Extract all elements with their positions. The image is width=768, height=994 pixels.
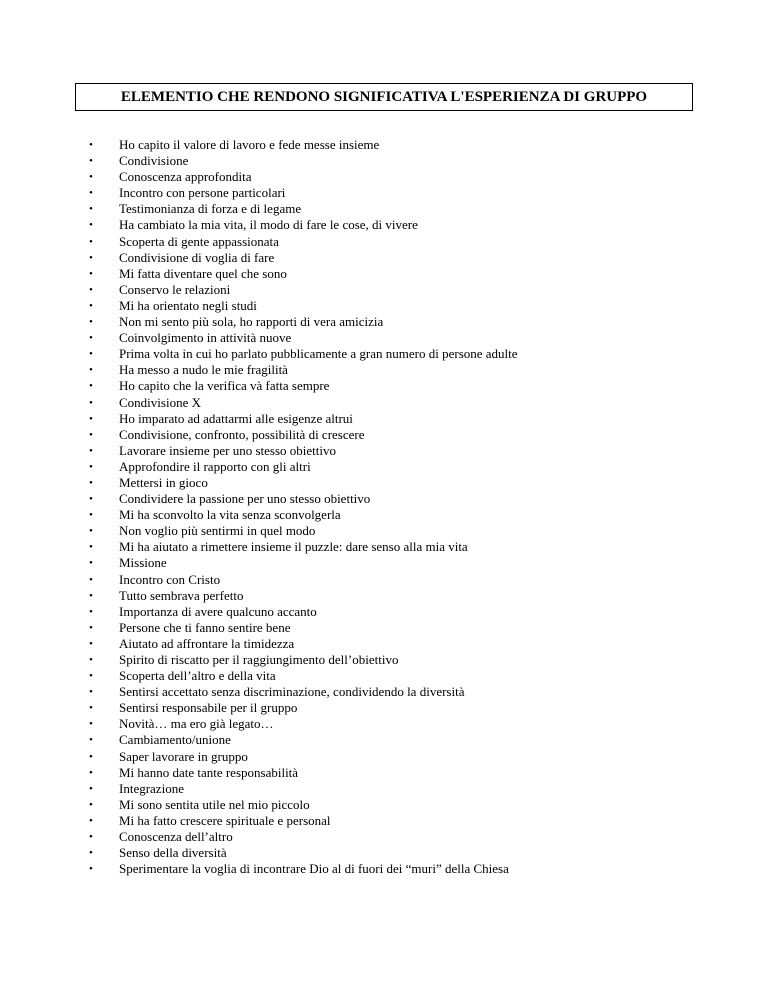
bullet-icon: • <box>89 541 93 554</box>
list-item-text: Saper lavorare in gruppo <box>119 748 248 764</box>
bullet-icon: • <box>89 139 93 151</box>
bullet-icon: • <box>89 782 93 795</box>
bullet-icon: • <box>89 428 93 441</box>
list-item-text: Conoscenza approfondita <box>119 169 252 185</box>
bullet-icon: • <box>89 718 93 731</box>
list-item-text: Conoscenza dell’altro <box>119 829 233 845</box>
bullet-icon: • <box>89 654 93 666</box>
list-item-text: Incontro con persone particolari <box>119 185 286 201</box>
bullet-icon: • <box>89 670 93 683</box>
list-item-text: Mi hanno date tante responsabilità <box>119 764 299 780</box>
list-item-text: Importanza di avere qualcuno accanto <box>119 603 317 619</box>
list-item-text: Mi ha orientato negli studi <box>119 297 257 313</box>
bullet-icon: • <box>89 476 93 489</box>
bullet-icon: • <box>89 493 93 506</box>
list-item-text: Integrazione <box>119 780 184 796</box>
bullet-icon: • <box>89 332 93 345</box>
bullet-icon: • <box>89 155 93 168</box>
list-item-text: Non voglio più sentirmi in quel modo <box>119 523 316 539</box>
list-item-text: Condivisione X <box>119 394 201 410</box>
list-item-text: Condivisione di voglia di fare <box>119 249 275 265</box>
list-item-text: Non mi sento più sola, ho rapporti di vera amicizia <box>119 314 384 330</box>
bullet-icon: • <box>89 750 93 763</box>
list-item-text: Incontro con Cristo <box>119 571 221 587</box>
list-item-text: Lavorare insieme per uno stesso obiettivo <box>119 442 336 458</box>
bullet-icon: • <box>89 621 93 634</box>
bullet-icon: • <box>89 396 93 409</box>
bullet-icon: • <box>89 847 93 860</box>
bullet-icon: • <box>89 187 93 200</box>
bullet-icon: • <box>89 605 93 618</box>
bullet-icon: • <box>89 557 93 570</box>
bullet-icon: • <box>89 219 93 232</box>
bullet-icon: • <box>89 831 93 844</box>
bullet-icon: • <box>89 283 93 296</box>
list-item-text: Mi ha sconvolto la vita senza sconvolgerla <box>119 507 341 523</box>
bullet-icon: • <box>89 509 93 522</box>
document-title: ELEMENTIO CHE RENDONO SIGNIFICATIVA L'ESPERIENZA DI GRUPPO <box>120 88 648 105</box>
list-item-text: Mi sono sentita utile nel mio piccolo <box>119 796 310 812</box>
list-item-text: Ho capito il valore di lavoro e fede messe insieme <box>119 137 380 152</box>
list-item-text: Spirito di riscatto per il raggiungimento dell’obiettivo <box>119 652 399 667</box>
bullet-icon: • <box>89 702 93 715</box>
title-box <box>75 83 693 111</box>
bullet-icon: • <box>89 444 93 457</box>
bullet-icon: • <box>89 814 93 827</box>
list-item-text: Novità… ma ero già legato… <box>119 716 274 732</box>
list-item-text: Condivisione <box>119 153 189 169</box>
list-item-text: Mi ha fatto crescere spirituale e personal <box>119 812 331 828</box>
bullet-icon: • <box>89 267 93 280</box>
list-item-text: Mi fatta diventare quel che sono <box>119 265 287 281</box>
bullet-icon: • <box>89 863 93 876</box>
bullet-icon: • <box>89 460 93 473</box>
list-item-text: Mi ha aiutato a rimettere insieme il puzzle: dare senso alla mia vita <box>119 539 468 555</box>
list-item-text: Scoperta dell’altro e della vita <box>119 668 276 684</box>
list-item-text: Ho imparato ad adattarmi alle esigenze altrui <box>119 410 353 426</box>
list-item-text: Ha cambiato la mia vita, il modo di fare le cose, di vivere <box>119 217 418 233</box>
list-item-text: Approfondire il rapporto con gli altri <box>119 458 311 474</box>
bullet-icon: • <box>89 637 93 650</box>
bullet-icon: • <box>89 380 93 393</box>
bullet-icon: • <box>89 316 93 329</box>
bullet-icon: • <box>89 251 93 264</box>
list-item-text: Ho capito che la verifica và fatta sempre <box>119 378 330 394</box>
bullet-icon: • <box>89 203 93 216</box>
list-item-text: Sentirsi accettato senza discriminazione, condividendo la diversità <box>119 684 465 700</box>
list-item-text: Aiutato ad affrontare la timidezza <box>119 635 295 651</box>
list-item-text: Coinvolgimento in attività nuove <box>119 330 292 346</box>
list-item-text: Senso della diversità <box>119 845 227 861</box>
bullet-icon: • <box>89 573 93 586</box>
bullet-icon: • <box>89 525 93 538</box>
bullet-icon: • <box>89 766 93 779</box>
list-item-text: Persone che ti fanno sentire bene <box>119 619 291 635</box>
bullet-icon: • <box>89 686 93 699</box>
bullet-icon: • <box>89 798 93 811</box>
list-item-text: Testimonianza di forza e di legame <box>119 201 302 217</box>
bullet-icon: • <box>89 171 93 184</box>
list-item-text: Prima volta in cui ho parlato pubblicamente a gran numero di persone adulte <box>119 346 518 362</box>
list-item-text: Condivisione, confronto, possibilità di crescere <box>119 426 365 442</box>
bullet-icon: • <box>89 364 93 377</box>
bullet-icon: • <box>89 734 93 747</box>
bullet-icon: • <box>89 348 93 361</box>
list-item-text: Sperimentare la voglia di incontrare Dio al di fuori dei “muri” della Chiesa <box>119 861 509 877</box>
list-item-text: Sentirsi responsabile per il gruppo <box>119 700 298 716</box>
bullet-icon: • <box>89 412 93 425</box>
list-item-text: Conservo le relazioni <box>119 281 231 297</box>
list-item-text: Cambiamento/unione <box>119 732 231 748</box>
list-item-text: Mettersi in gioco <box>119 474 208 490</box>
bullet-icon: • <box>89 589 93 602</box>
bullet-icon: • <box>89 235 93 248</box>
list-item-text: Condividere la passione per uno stesso obiettivo <box>119 491 371 507</box>
list-item-text: Tutto sembrava perfetto <box>119 587 244 603</box>
bullet-icon: • <box>89 299 93 312</box>
list-item-text: Missione <box>119 555 167 571</box>
list-item-text: Scoperta di gente appassionata <box>119 233 279 249</box>
list-item-text: Ha messo a nudo le mie fragilità <box>119 362 288 378</box>
